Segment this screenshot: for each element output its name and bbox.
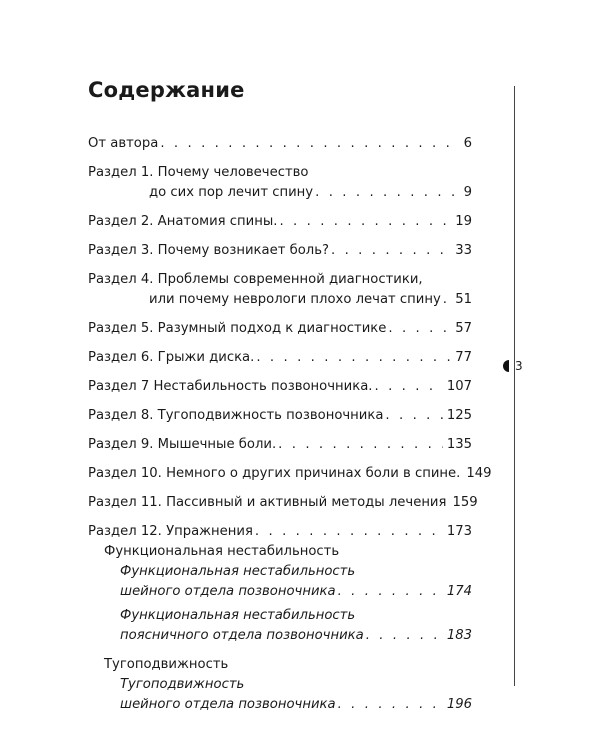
toc-entry-page: 159 xyxy=(452,495,478,510)
toc-entry-title: Раздел 12. Упражнения xyxy=(88,524,253,539)
leader-dots xyxy=(338,695,443,715)
toc-entry[interactable] xyxy=(88,319,472,339)
toc-subentry[interactable] xyxy=(88,606,472,646)
toc-entry-title: Раздел 2. Анатомия спины. xyxy=(88,214,278,229)
toc-entry-title: Раздел 9. Мышечные боли. xyxy=(88,437,277,452)
toc-entry-page: 107 xyxy=(446,379,472,394)
toc-entry-title: Раздел 4. Проблемы современной диагностики, xyxy=(88,272,423,287)
toc-entry[interactable] xyxy=(88,241,472,261)
toc-entry-page: 9 xyxy=(463,185,472,200)
toc-entry-title: От автора xyxy=(88,136,159,151)
page-marker xyxy=(503,359,523,373)
leader-dots xyxy=(279,212,451,232)
leader-dots xyxy=(374,377,442,397)
toc-entry-title-cont: или почему неврологи плохо лечат спину xyxy=(149,292,441,307)
leader-dots xyxy=(278,435,443,455)
toc-entry-page: 19 xyxy=(455,214,472,229)
toc-entry-title-cont: до сих пор лечит спину xyxy=(149,185,314,200)
toc-entry[interactable] xyxy=(88,464,492,484)
leader-dots xyxy=(160,134,459,154)
leader-dots xyxy=(443,290,451,310)
leader-dots xyxy=(315,183,460,203)
leader-dots xyxy=(255,522,443,542)
toc-subsection-title: Функциональная нестабильность xyxy=(104,544,340,559)
toc-entry-page: 77 xyxy=(455,350,472,365)
toc-subentry[interactable] xyxy=(88,675,472,715)
toc-subentry-title-cont: шейного отдела позвоночника xyxy=(120,584,336,599)
toc-entry-page: 125 xyxy=(446,408,472,423)
toc-entry-page: 135 xyxy=(446,437,472,452)
leader-dots xyxy=(366,626,443,646)
leader-dots xyxy=(385,406,442,426)
toc-entry-page: 183 xyxy=(446,628,472,643)
toc-entry-title: Раздел 7 Нестабильность позвоночника. xyxy=(88,379,373,394)
toc-entry[interactable] xyxy=(88,348,472,368)
leader-dots xyxy=(331,241,451,261)
toc-subentry-title-cont: шейного отдела позвоночника xyxy=(120,697,336,712)
margin-rule xyxy=(514,86,515,686)
toc-entry-title: Раздел 3. Почему возникает боль? xyxy=(88,243,329,258)
toc-entry[interactable] xyxy=(88,493,478,513)
toc-entry-title: Раздел 5. Разумный подход к диагностике xyxy=(88,321,387,336)
leader-dots xyxy=(338,582,443,602)
toc-entry-title: Раздел 6. Грыжи диска. xyxy=(88,350,255,365)
toc-subentry-title: Функциональная нестабильность xyxy=(120,608,356,623)
page-number: 3 xyxy=(515,359,523,373)
toc-entry-page: 149 xyxy=(466,466,492,481)
toc-entry-title: Раздел 10. Немного о других причинах боли в спине. xyxy=(88,466,461,481)
toc-subsection xyxy=(88,542,472,562)
toc-subsection xyxy=(88,655,472,675)
toc-subentry-title-cont: поясничного отдела позвоночника xyxy=(120,628,364,643)
toc-entry-title: Раздел 11. Пассивный и активный методы лечения xyxy=(88,495,447,510)
toc-subentry-title: Функциональная нестабильность xyxy=(120,564,356,579)
toc-subentry[interactable] xyxy=(88,562,472,602)
toc-entry-page: 51 xyxy=(455,292,472,307)
toc-entry-page: 196 xyxy=(446,697,472,712)
toc-subentry-title: Тугоподвижность xyxy=(120,677,245,692)
toc-entry-page: 174 xyxy=(446,584,472,599)
toc-entry-page: 6 xyxy=(463,136,472,151)
toc-list xyxy=(88,134,492,715)
toc-subsection-title: Тугоподвижность xyxy=(104,657,229,672)
toc-entry[interactable] xyxy=(88,522,472,542)
toc-entry-page: 173 xyxy=(446,524,472,539)
half-circle-icon xyxy=(503,360,509,372)
toc-entry[interactable] xyxy=(88,270,472,310)
toc-entry-page: 57 xyxy=(455,321,472,336)
toc-entry[interactable] xyxy=(88,163,472,203)
toc-entry-title: Раздел 1. Почему человечество xyxy=(88,165,309,180)
toc-entry[interactable] xyxy=(88,377,472,397)
toc-entry-page: 33 xyxy=(455,243,472,258)
toc-entry[interactable] xyxy=(88,406,472,426)
toc-entry[interactable] xyxy=(88,435,472,455)
toc-entry[interactable] xyxy=(88,134,472,154)
toc-entry-title: Раздел 8. Тугоподвижность позвоночника xyxy=(88,408,384,423)
page-title: Содержание xyxy=(88,78,245,102)
leader-dots xyxy=(256,348,451,368)
toc-entry[interactable] xyxy=(88,212,472,232)
leader-dots xyxy=(388,319,451,339)
